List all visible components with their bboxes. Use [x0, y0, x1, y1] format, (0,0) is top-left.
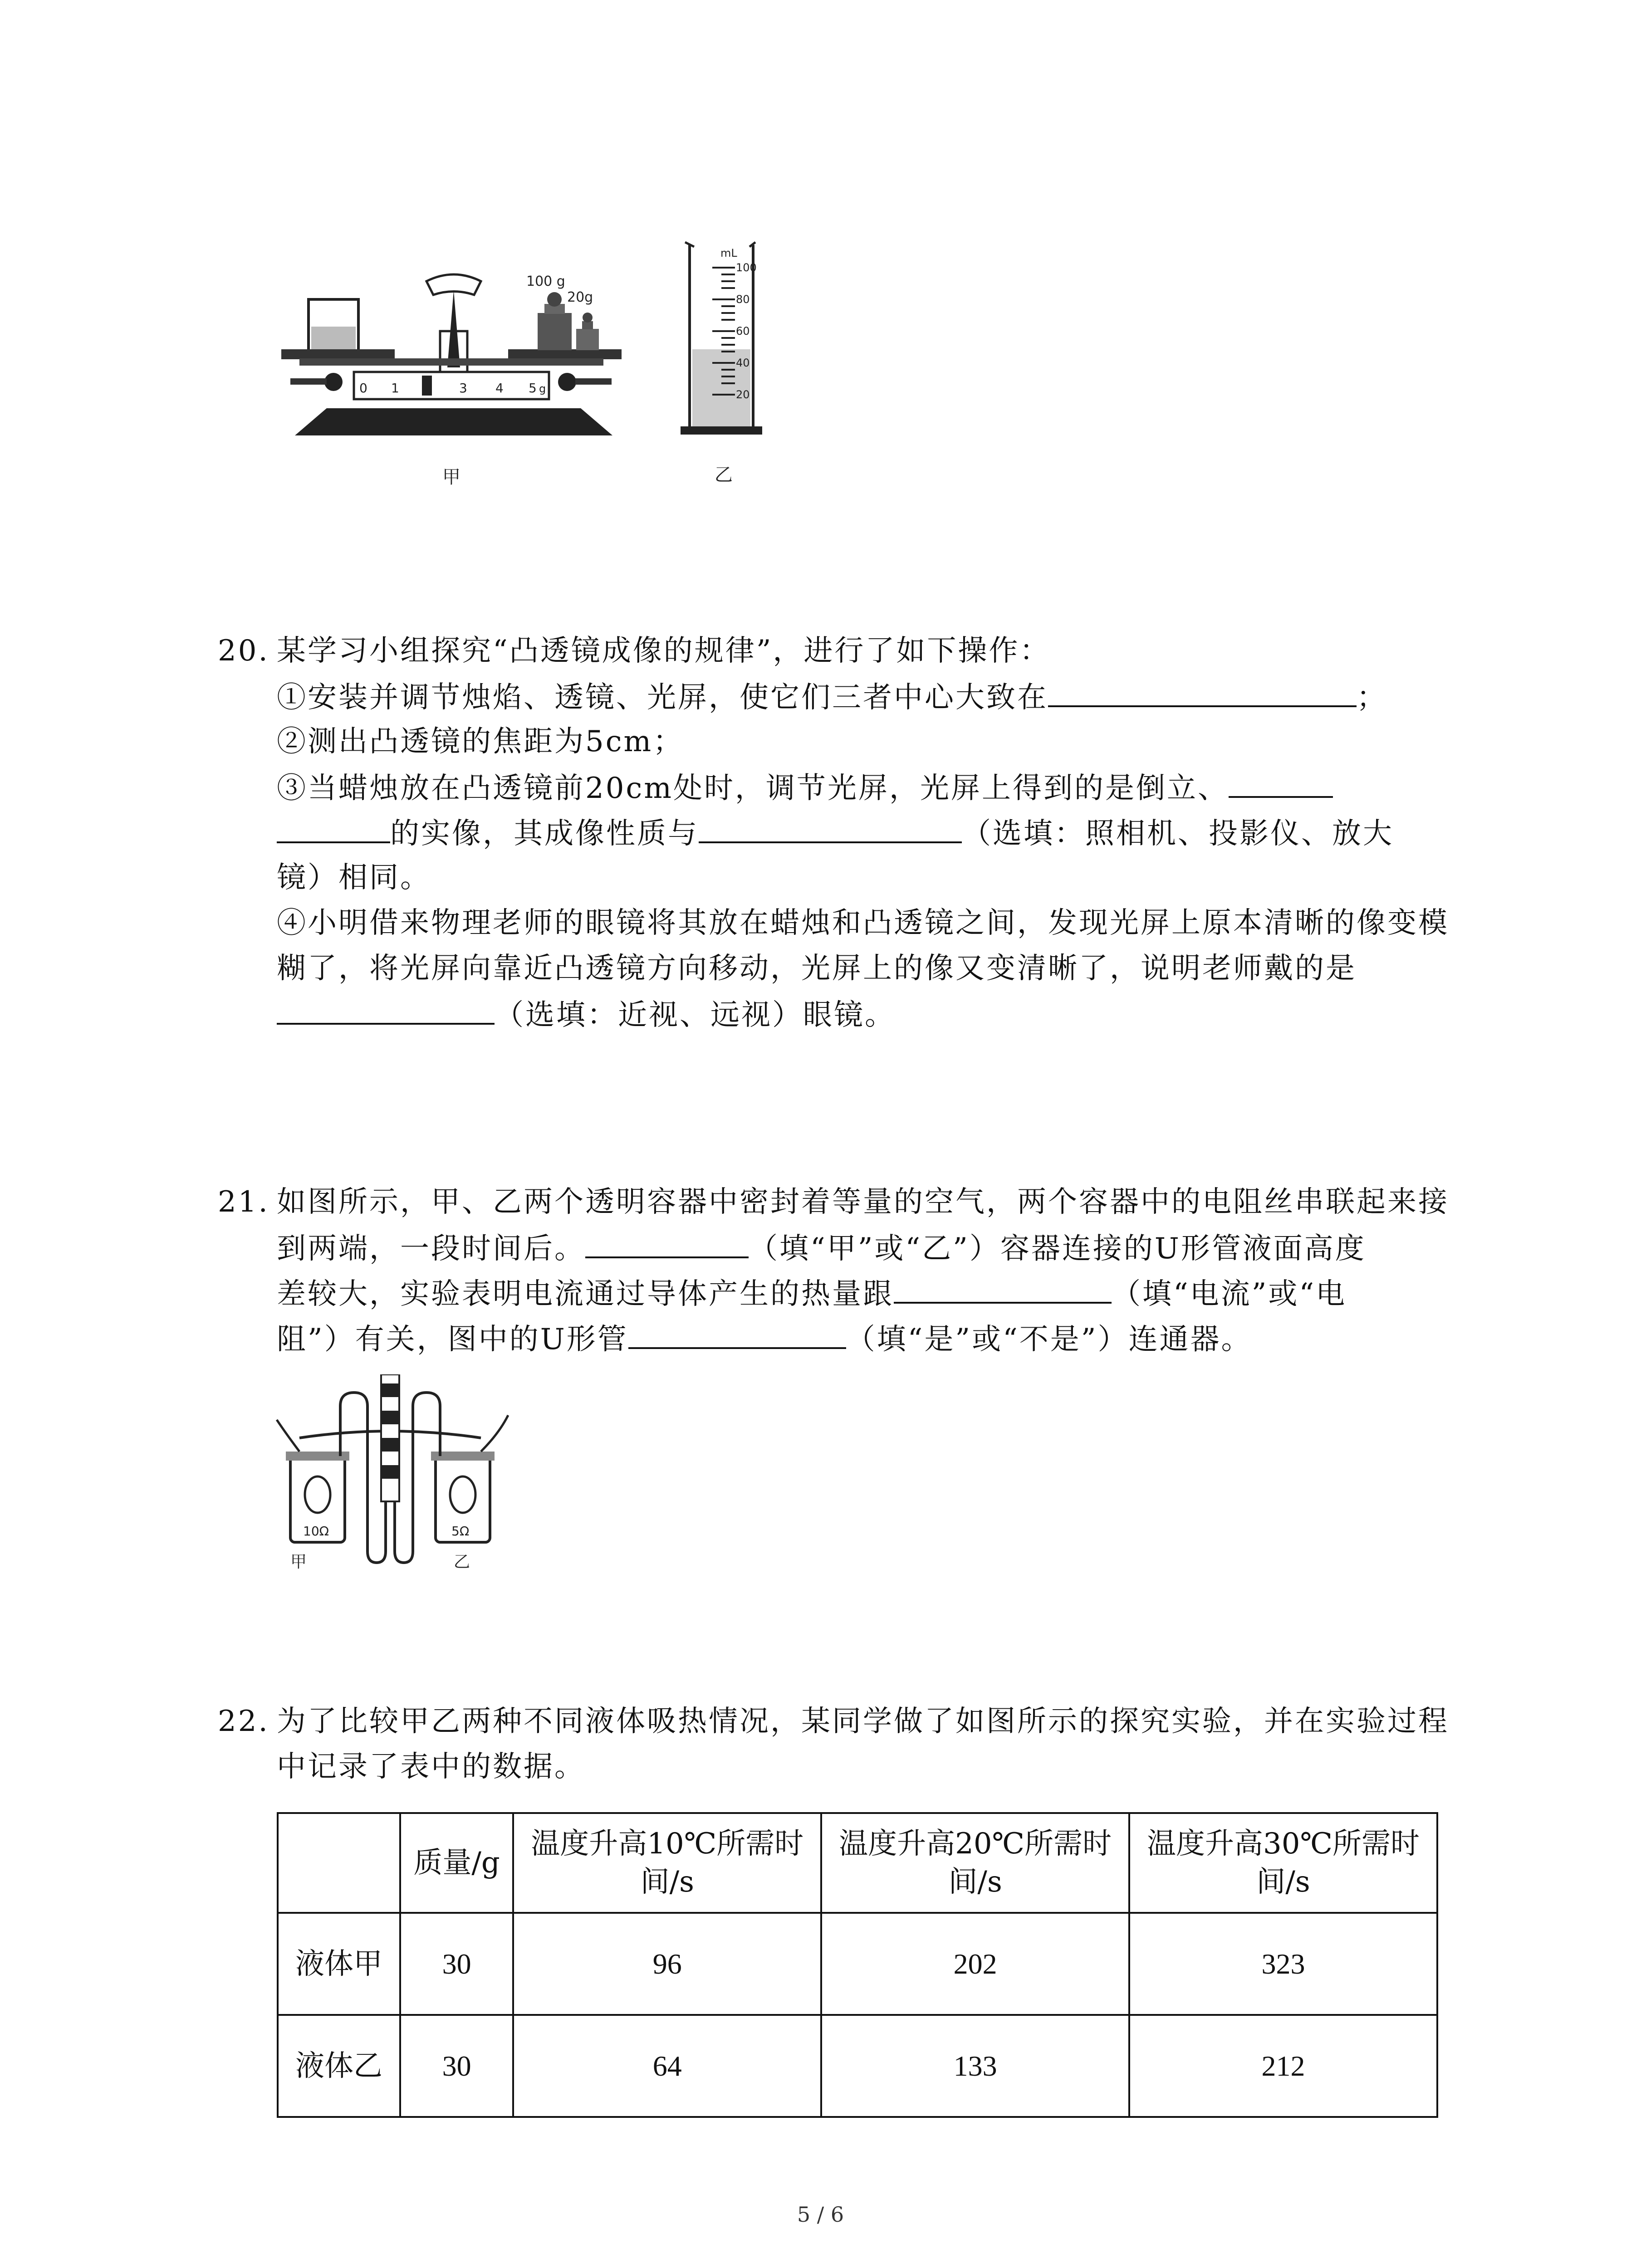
right-pan: [508, 349, 622, 359]
step-4-text-cont: 糊了，将光屏向靠近凸透镜方向移动，光屏上的像又变清晰了，说明老师戴的是: [277, 952, 1357, 985]
answer-blank-1[interactable]: [585, 1225, 749, 1258]
answer-blank-4[interactable]: [277, 991, 495, 1025]
header-mass: 质量/g: [400, 1813, 513, 1913]
balance-figure: [272, 263, 644, 499]
cylinder-tick-20: 20: [736, 388, 750, 401]
step-3-end: 镜）相同。: [277, 861, 431, 894]
question-20: [218, 628, 1449, 1036]
page-number: 5 / 6: [797, 2202, 844, 2227]
cylinder-tick-40: 40: [736, 357, 750, 369]
cylinder-base: [681, 426, 762, 435]
left-pan: [281, 349, 395, 359]
cylinder-tick-100: 100: [736, 261, 757, 274]
step-4-text: ④小明借来物理老师的眼镜将其放在蜡烛和凸透镜之间，发现光屏上原本清晰的像变模: [277, 906, 1449, 940]
container-yi-caption: 乙: [454, 1553, 470, 1571]
step-3-options: （选填：照相机、投影仪、放大: [962, 817, 1394, 850]
answer-blank-3[interactable]: [628, 1315, 846, 1349]
question-number: 21.: [218, 1185, 269, 1219]
header-t30: 温度升高30℃所需时间/s: [1129, 1813, 1437, 1913]
ruler-unit: g: [539, 382, 546, 395]
resistor-5-label: 5Ω: [451, 1524, 470, 1539]
stem-text-2b: （填“甲”或“乙”）容器连接的U形管液面高度: [749, 1232, 1366, 1266]
stem-text-3b: （填“电流”或“电: [1112, 1277, 1347, 1311]
table-row: [278, 2015, 1437, 2117]
answer-blank-2b[interactable]: [277, 810, 390, 843]
weight-20-label: 20g: [567, 289, 593, 305]
stem-text-4: 阻”）有关，图中的U形管: [277, 1323, 628, 1356]
weight-100-label: 100 g: [526, 274, 565, 289]
question-number: 22.: [218, 1705, 269, 1738]
cell-t20: 133: [821, 2015, 1129, 2117]
stem-text-3: 差较大，实验表明电流通过导体产生的热量跟: [277, 1277, 894, 1311]
ruler-tick-2: 2: [423, 381, 431, 396]
ruler: [354, 372, 549, 399]
cell-t10: 64: [513, 2015, 821, 2117]
header-t10: 温度升高10℃所需时间/s: [513, 1813, 821, 1913]
cylinder-figure: [676, 236, 794, 499]
container-jia-caption: 甲: [290, 1553, 307, 1571]
pointer: [447, 290, 460, 367]
u-tube-left: [340, 1393, 386, 1563]
step-3-text: ③当蜡烛放在凸透镜前20cm处时，调节光屏，光屏上得到的是倒立、: [277, 772, 1229, 805]
ruler-tick-0: 0: [359, 381, 367, 396]
answer-blank-2a[interactable]: [1229, 764, 1333, 798]
question-stem: 如图所示，甲、乙两个透明容器中密封着等量的空气，两个容器中的电阻丝串联起来接: [277, 1185, 1449, 1219]
balance-base: [295, 408, 612, 435]
answer-blank-3[interactable]: [699, 810, 962, 843]
answer-blank-1[interactable]: [1048, 674, 1357, 707]
table-header-row: [278, 1813, 1437, 1913]
cylinder-tick-60: 60: [736, 325, 750, 337]
cell-t20: 202: [821, 1913, 1129, 2015]
cylinder-caption: 乙: [715, 464, 733, 485]
right-nut-icon: [558, 373, 576, 391]
question-stem: 为了比较甲乙两种不同液体吸热情况，某同学做了如图所示的探究实验，并在实验过程: [277, 1705, 1449, 1738]
cell-t30: 212: [1129, 2015, 1437, 2117]
answer-blank-2[interactable]: [894, 1270, 1112, 1304]
question-22: [218, 1699, 1449, 1789]
step-1-text: ①安装并调节烛焰、透镜、光屏，使它们三者中心大致在: [277, 681, 1048, 714]
cell-mass: 30: [400, 2015, 513, 2117]
resistor-10-icon: [305, 1476, 330, 1513]
stem-text-2: 中记录了表中的数据。: [277, 1750, 585, 1784]
cell-t10: 96: [513, 1913, 821, 2015]
question-stem: 某学习小组探究“凸透镜成像的规律”，进行了如下操作：: [277, 634, 1051, 668]
row-label: 液体乙: [278, 2015, 400, 2117]
question-number: 20.: [218, 634, 269, 668]
ruler-tick-4: 4: [495, 381, 504, 396]
resistor-5-icon: [450, 1476, 475, 1513]
row-label: 液体甲: [278, 1913, 400, 2015]
data-table: [277, 1812, 1438, 2118]
question-21: [218, 1179, 1449, 1361]
cylinder-tick-80: 80: [736, 293, 750, 306]
resistor-10-label: 10Ω: [303, 1524, 329, 1539]
ruler-tick-1: 1: [391, 381, 399, 396]
joule-heating-figure: [272, 1374, 526, 1574]
header-t20: 温度升高20℃所需时间/s: [821, 1813, 1129, 1913]
cell-t30: 323: [1129, 1913, 1437, 2015]
ruler-tick-3: 3: [459, 381, 467, 396]
stem-text-4b: （填“是”或“不是”）连通器。: [846, 1323, 1252, 1356]
beam: [299, 358, 603, 366]
step-3-text-cont: 的实像，其成像性质与: [390, 817, 699, 850]
header-blank: [278, 1813, 400, 1913]
balance-caption: 甲: [442, 467, 460, 488]
stem-text-2: 到两端，一段时间后。: [277, 1232, 585, 1266]
step-1-end: ；: [1357, 681, 1387, 714]
cell-mass: 30: [400, 1913, 513, 2015]
left-nut-icon: [324, 373, 343, 391]
step-4-options: （选填：近视、远视）眼镜。: [495, 998, 896, 1032]
u-tube-right: [395, 1393, 440, 1563]
step-2-text: ②测出凸透镜的焦距为5cm；: [277, 725, 684, 758]
weight-20g-icon: [576, 313, 599, 350]
cylinder-unit: mL: [720, 247, 737, 259]
weight-100g-icon: [538, 292, 572, 350]
table-row: [278, 1913, 1437, 2015]
ruler-tick-5: 5: [529, 381, 537, 396]
